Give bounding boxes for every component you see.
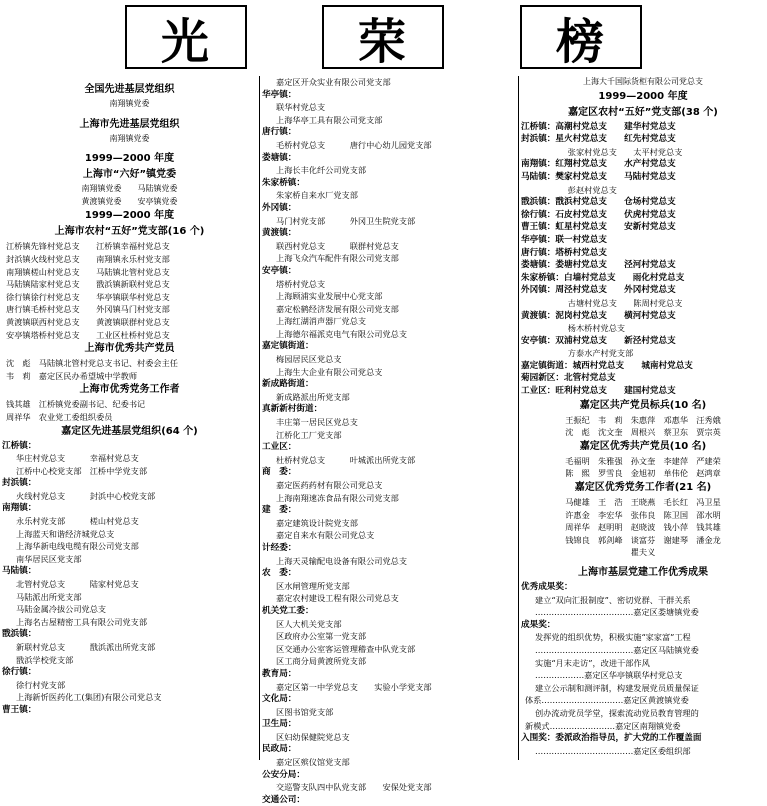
entry-line: 安亭镇塔桥村党总支 工业区杜桥村党总支 bbox=[6, 329, 170, 340]
entry-line: 上海华亭工具有限公司党支部 bbox=[276, 114, 383, 125]
masthead bbox=[0, 0, 767, 72]
section-heading: 嘉定区农村“五好”党支部(38 个) bbox=[568, 106, 718, 118]
section-heading: 上海市“六好”镇党委 bbox=[82, 169, 177, 181]
group-label: 民政局： bbox=[262, 744, 297, 755]
entry-line: 区交通办公室客运管理稽查中队党支部 bbox=[276, 643, 416, 654]
entry-line: ………………嘉定区华亭镇联华村党总支 bbox=[535, 670, 683, 681]
entry-line: 北管村党总支 陆家村党总支 bbox=[16, 579, 139, 590]
group-label: 娄塘镇： bbox=[262, 152, 297, 163]
group-label: 安亭镇： bbox=[262, 265, 297, 276]
section-heading: 上海市先进基层党组织 bbox=[79, 118, 180, 130]
entry-line: 嘉定医药药材有限公司党总支 bbox=[276, 480, 383, 490]
entry-line: 发挥党的组织优势，积极实施“家家富”工程 bbox=[535, 632, 691, 643]
name-list-line: 周祥华 赵明明 赵晓波 钱小萍 钱其雄 bbox=[565, 522, 721, 533]
section-heading: 1999—2000 年度 bbox=[84, 210, 175, 222]
entry-line: 区图书馆党支部 bbox=[276, 706, 334, 717]
entry-line: 建立“双向汇报制度”、密切党群、干群关系 bbox=[535, 594, 691, 605]
group-label: 封浜镇： bbox=[2, 478, 37, 489]
entry-line: 新联村党总支 戬浜派出所党支部 bbox=[16, 642, 156, 652]
entry-line: 沈 彪 马陆镇北管村党总支书记、村委会主任 bbox=[6, 358, 178, 369]
name-list-line: 钱锦良 郭剑峰 谈富芬 谢建琴 潘金龙 bbox=[565, 534, 721, 545]
group-label: 成果奖： bbox=[521, 619, 556, 630]
name-list-line: 沈 彪 沈文奎 周根兴 蔡卫东 贾宗英 bbox=[565, 427, 721, 438]
entry-line: 嘉定区殡仪馆党支部 bbox=[276, 757, 350, 768]
group-label: 农 委： bbox=[262, 568, 297, 579]
group-label: 朱家桥镇：白墙村党总支 雨化村党总支 bbox=[521, 272, 685, 283]
section-heading: 上海市农村“五好”党支部(16 个) bbox=[54, 226, 205, 238]
group-label: 外冈镇：周泾村党总支 外冈村党总支 bbox=[521, 285, 676, 296]
entry-line: 梅园居民区党总支 bbox=[276, 354, 342, 365]
entry-line: 嘉定自来水有限公司党总支 bbox=[276, 530, 375, 541]
entry-line: 丰庄第一居民区党总支 bbox=[276, 417, 358, 428]
entry-line: 区人大机关党支部 bbox=[276, 618, 342, 629]
group-label: 娄塘镇：娄塘村党总支 泾河村党总支 bbox=[521, 260, 676, 271]
section-heading: 上海市优秀共产党员 bbox=[84, 343, 175, 355]
entry-line: ………………………………嘉定区娄塘镇党委 bbox=[535, 607, 699, 618]
entry-line: 马门村党支部 外冈卫生院党支部 bbox=[276, 215, 416, 226]
entry-line: 上海德尔福派克电气有限公司党总支 bbox=[276, 328, 408, 339]
group-label: 入围奖：委派政治指导员，扩大党的工作覆盖面 bbox=[521, 733, 702, 744]
group-label: 安亭镇：双浦村党总支 新泾村党总支 bbox=[521, 335, 676, 346]
entry-line: 上海长丰化纤公司党支部 bbox=[276, 165, 367, 176]
entry-line: 火线村党总支 封浜中心校党支部 bbox=[16, 490, 156, 501]
section-heading: 嘉定区优秀共产党员(10 名) bbox=[579, 440, 707, 452]
group-label: 新成路街道： bbox=[262, 379, 314, 390]
group-label: 唐行镇：塔桥村党总支 bbox=[521, 247, 607, 258]
entry-line: 唐行镇毛桥村党总支 外冈镇马门村党支部 bbox=[6, 304, 170, 315]
group-label: 江桥镇： bbox=[2, 440, 37, 451]
entry-line: 联华村党总支 bbox=[276, 102, 326, 113]
subtitle-line: 上海大千国际货柜有限公司党总支 bbox=[583, 77, 703, 86]
subtitle-line: 南翔镇党委 bbox=[109, 99, 150, 108]
entry-line: 江桥中心校党支部 江桥中学党支部 bbox=[16, 465, 148, 476]
section-heading: 全国先进基层党组织 bbox=[84, 84, 175, 95]
group-label: 工业区：旺利村党总支 建国村党总支 bbox=[521, 386, 676, 397]
entry-line: 上海红湖消声器厂党总支 bbox=[276, 316, 367, 327]
group-label: 卫生局： bbox=[262, 719, 297, 730]
entry-line: 方泰水产村党支部 bbox=[535, 348, 634, 359]
entry-line: 戬浜学校党支部 bbox=[16, 654, 74, 665]
entry-line: 创办流动党员学堂，探索流动党员教育管理的 bbox=[535, 707, 699, 718]
group-label: 曹王镇：虹星村党总支 安新村党总支 bbox=[521, 222, 676, 233]
group-label: 黄渡镇：泥岗村党总支 横河村党总支 bbox=[521, 310, 676, 321]
section-heading: 嘉定区共产党员标兵(10 名) bbox=[579, 399, 707, 411]
section-heading: 嘉定区优秀党务工作者(21 名) bbox=[574, 482, 712, 494]
group-label: 文化局： bbox=[262, 694, 297, 705]
section-heading: 上海市基层党建工作优秀成果 bbox=[578, 567, 708, 578]
group-label: 黄渡镇： bbox=[262, 228, 297, 239]
group-label: 封浜镇：星火村党总支 红先村党总支 bbox=[521, 134, 676, 145]
group-label: 马陆镇： bbox=[2, 566, 37, 577]
group-label: 公安分局： bbox=[262, 769, 305, 780]
entry-line: 嘉定松鹤经济发展有限公司党支部 bbox=[276, 303, 399, 314]
group-label: 江桥镇：高潮村党总支 建华村党总支 bbox=[521, 121, 676, 132]
column-2 bbox=[262, 76, 516, 805]
entry-line: ………………………………嘉定区委组织部 bbox=[535, 745, 691, 756]
entry-line: 张家村党总支 太平村党总支 bbox=[535, 146, 683, 157]
column-divider bbox=[259, 76, 260, 760]
entry-line: 江桥化工厂党支部 bbox=[276, 429, 342, 440]
name-list-line: 瞿夫义 bbox=[630, 547, 656, 558]
entry-line: 华庄村党总支 幸福村党总支 bbox=[16, 453, 139, 464]
group-label: 建 委： bbox=[262, 505, 297, 516]
entry-line: 上海顾浦实业发展中心党支部 bbox=[276, 291, 383, 302]
group-label: 徐行镇： bbox=[2, 667, 37, 678]
group-label: 真新新村街道： bbox=[262, 404, 323, 415]
entry-line: 马陆派出所党支部 bbox=[16, 591, 82, 602]
entry-line: 上海天灵输配电设备有限公司党总支 bbox=[276, 555, 408, 566]
entry-line: 区妇幼保健院党总支 bbox=[276, 731, 350, 742]
entry-line: 区水闸管理所党支部 bbox=[276, 580, 350, 591]
group-label: 计经委： bbox=[262, 542, 297, 553]
entry-line: 封浜镇火线村党总支 南翔镇永乐村党支部 bbox=[6, 253, 170, 264]
name-list-line: 马健雄 王 浩 王晓燕 毛长红 冯卫星 bbox=[565, 497, 721, 508]
entry-line: 马陆金属冷拔公司党总支 bbox=[16, 604, 107, 615]
entry-line: 实施“月末走访”，改进干部作风 bbox=[535, 657, 650, 668]
subtitle-line: 南翔镇党委 马陆镇党委 bbox=[81, 184, 178, 194]
group-label: 工业区： bbox=[262, 442, 297, 453]
section-heading: 上海市优秀党务工作者 bbox=[79, 384, 180, 396]
group-label: 交通公司： bbox=[262, 794, 305, 805]
group-label: 嘉定镇街道： bbox=[262, 341, 314, 352]
entry-line: 朱家桥自来水厂党支部 bbox=[276, 190, 358, 201]
entry-line: 徐行村党支部 bbox=[16, 679, 66, 690]
entry-line: 周祥华 农业党工委组织委员 bbox=[6, 411, 113, 422]
subtitle-line: 黄渡镇党委 安亭镇党委 bbox=[81, 196, 178, 206]
entry-line: 永乐村党支部 槎山村党总支 bbox=[16, 516, 139, 527]
section-heading: 嘉定区先进基层党组织(64 个) bbox=[61, 425, 198, 437]
group-label: 华亭镇：联一村党总支 bbox=[521, 234, 607, 245]
group-label: 菊园新区：北管村党总支 bbox=[521, 373, 616, 384]
entry-line: 马陆镇陆家村党总支 戬浜镇新联村党总支 bbox=[6, 279, 170, 290]
group-label: 马陆镇：樊家村党总支 马陆村党总支 bbox=[521, 171, 676, 182]
group-label: 戬浜镇：戬浜村党总支 仓场村党总支 bbox=[521, 197, 676, 208]
entry-line: 钱其雄 江桥镇党委副书记、纪委书记 bbox=[6, 399, 146, 410]
entry-line: 上海蓝天和谐经济城党总支 bbox=[16, 528, 115, 539]
title-char-2: 荣 bbox=[322, 5, 444, 69]
group-label: 优秀成果奖： bbox=[521, 582, 573, 592]
entry-line: 建立公示制和测评制，构建发展党员质量保证 bbox=[535, 682, 699, 693]
column-divider bbox=[518, 76, 519, 760]
group-label: 曹王镇： bbox=[2, 704, 37, 715]
entry-line: 新成路派出所党支部 bbox=[276, 391, 350, 402]
group-label: 徐行镇：石皮村党总支 伏虎村党总支 bbox=[521, 209, 676, 220]
entry-line: ………………………………嘉定区马陆镇党委 bbox=[535, 644, 699, 655]
entry-line: 嘉定区第一中学党总支 实验小学党支部 bbox=[276, 681, 432, 692]
entry-line: 彭赵村党总支 bbox=[535, 184, 617, 195]
entry-line: 塔桥村党总支 bbox=[276, 278, 326, 289]
entry-line: 上海新忻医药化工(集团)有限公司党总支 bbox=[16, 692, 162, 703]
entry-line: 上海飞众汽车配件有限公司党支部 bbox=[276, 253, 399, 264]
entry-line: 区工商分局黄渡所党支部 bbox=[276, 656, 367, 667]
entry-line: 上海生大企业有限公司党总支 bbox=[276, 366, 383, 377]
group-label: 唐行镇： bbox=[262, 127, 297, 138]
entry-line: 上海南翔速冻食品有限公司党支部 bbox=[276, 492, 399, 503]
entry-line: 交巡警支队四中队党支部 安保处党支部 bbox=[276, 782, 432, 793]
group-label: 商 委： bbox=[262, 467, 297, 478]
group-label: 教育局： bbox=[262, 668, 297, 679]
name-list-line: 毛福明 朱雅强 孙文奎 李建萍 严建荣 bbox=[565, 455, 721, 466]
entry-line: 上海华新电线电缆有限公司党支部 bbox=[16, 541, 139, 552]
column-1 bbox=[2, 76, 257, 760]
entry-line: 联西村党总支 联群村党总支 bbox=[276, 240, 399, 251]
entry-line: 江桥镇先锋村党总支 江桥镇幸福村党总支 bbox=[6, 241, 170, 252]
entry-line: 上海名古屋精密工具有限公司党支部 bbox=[16, 616, 148, 627]
entry-line: 嘉定农村建设工程有限公司党总支 bbox=[276, 593, 399, 604]
entry-line: 南华居民区党支部 bbox=[16, 553, 82, 564]
group-label: 华亭镇： bbox=[262, 89, 297, 100]
entry-line: 新模式……………………嘉定区南翔镇党委 bbox=[525, 720, 681, 731]
entry-line: 嘉定区开众实业有限公司党支部 bbox=[276, 77, 391, 87]
group-label: 嘉定镇街道：城西村党总支 城南村党总支 bbox=[521, 360, 693, 371]
group-label: 朱家桥镇： bbox=[262, 177, 305, 188]
section-heading: 1999—2000 年度 bbox=[84, 153, 175, 165]
name-list-line: 许惠金 李宏华 张伟良 陈卫国 邵水明 bbox=[565, 509, 721, 520]
title-char-3: 榜 bbox=[520, 5, 642, 69]
column-3 bbox=[521, 76, 765, 760]
entry-line: 区政府办公室第一党支部 bbox=[276, 631, 367, 642]
group-label: 外冈镇： bbox=[262, 202, 297, 213]
group-label: 南翔镇： bbox=[2, 503, 37, 514]
name-list-line: 王振纪 韦 莉 朱惠萍 邓惠华 汪秀娥 bbox=[565, 414, 721, 425]
entry-line: 毛桥村党总支 唐行中心幼儿园党支部 bbox=[276, 139, 432, 150]
title-char-1: 光 bbox=[125, 5, 247, 69]
entry-line: 体系…………………………嘉定区黄渡镇党委 bbox=[525, 695, 689, 706]
entry-line: 嘉定建筑设计院党支部 bbox=[276, 517, 358, 528]
section-heading: 1999—2000 年度 bbox=[598, 90, 688, 102]
entry-line: 韦 莉 嘉定区民办希望城中学教师 bbox=[6, 370, 138, 381]
group-label: 机关党工委： bbox=[262, 605, 314, 616]
entry-line: 徐行镇徐行村党总支 华亭镇联华村党总支 bbox=[6, 291, 170, 302]
entry-line: 南翔镇槎山村党总支 马陆镇北管村党总支 bbox=[6, 266, 170, 277]
subtitle-line: 南翔镇党委 bbox=[109, 133, 150, 143]
name-list-line: 陈 熙 罗雪良 金旭初 单伟伦 赵鸿章 bbox=[565, 468, 721, 479]
group-label: 戬浜镇： bbox=[2, 629, 37, 640]
group-label: 南翔镇：红翔村党总支 水产村党总支 bbox=[521, 159, 676, 170]
entry-line: 黄渡镇联西村党总支 黄渡镇联群村党总支 bbox=[6, 316, 170, 327]
entry-line: 杜桥村党总支 叶城派出所党支部 bbox=[276, 454, 416, 465]
entry-line: 杨木桥村党总支 bbox=[535, 323, 626, 334]
entry-line: 古塘村党总支 陈周村党总支 bbox=[535, 297, 683, 308]
